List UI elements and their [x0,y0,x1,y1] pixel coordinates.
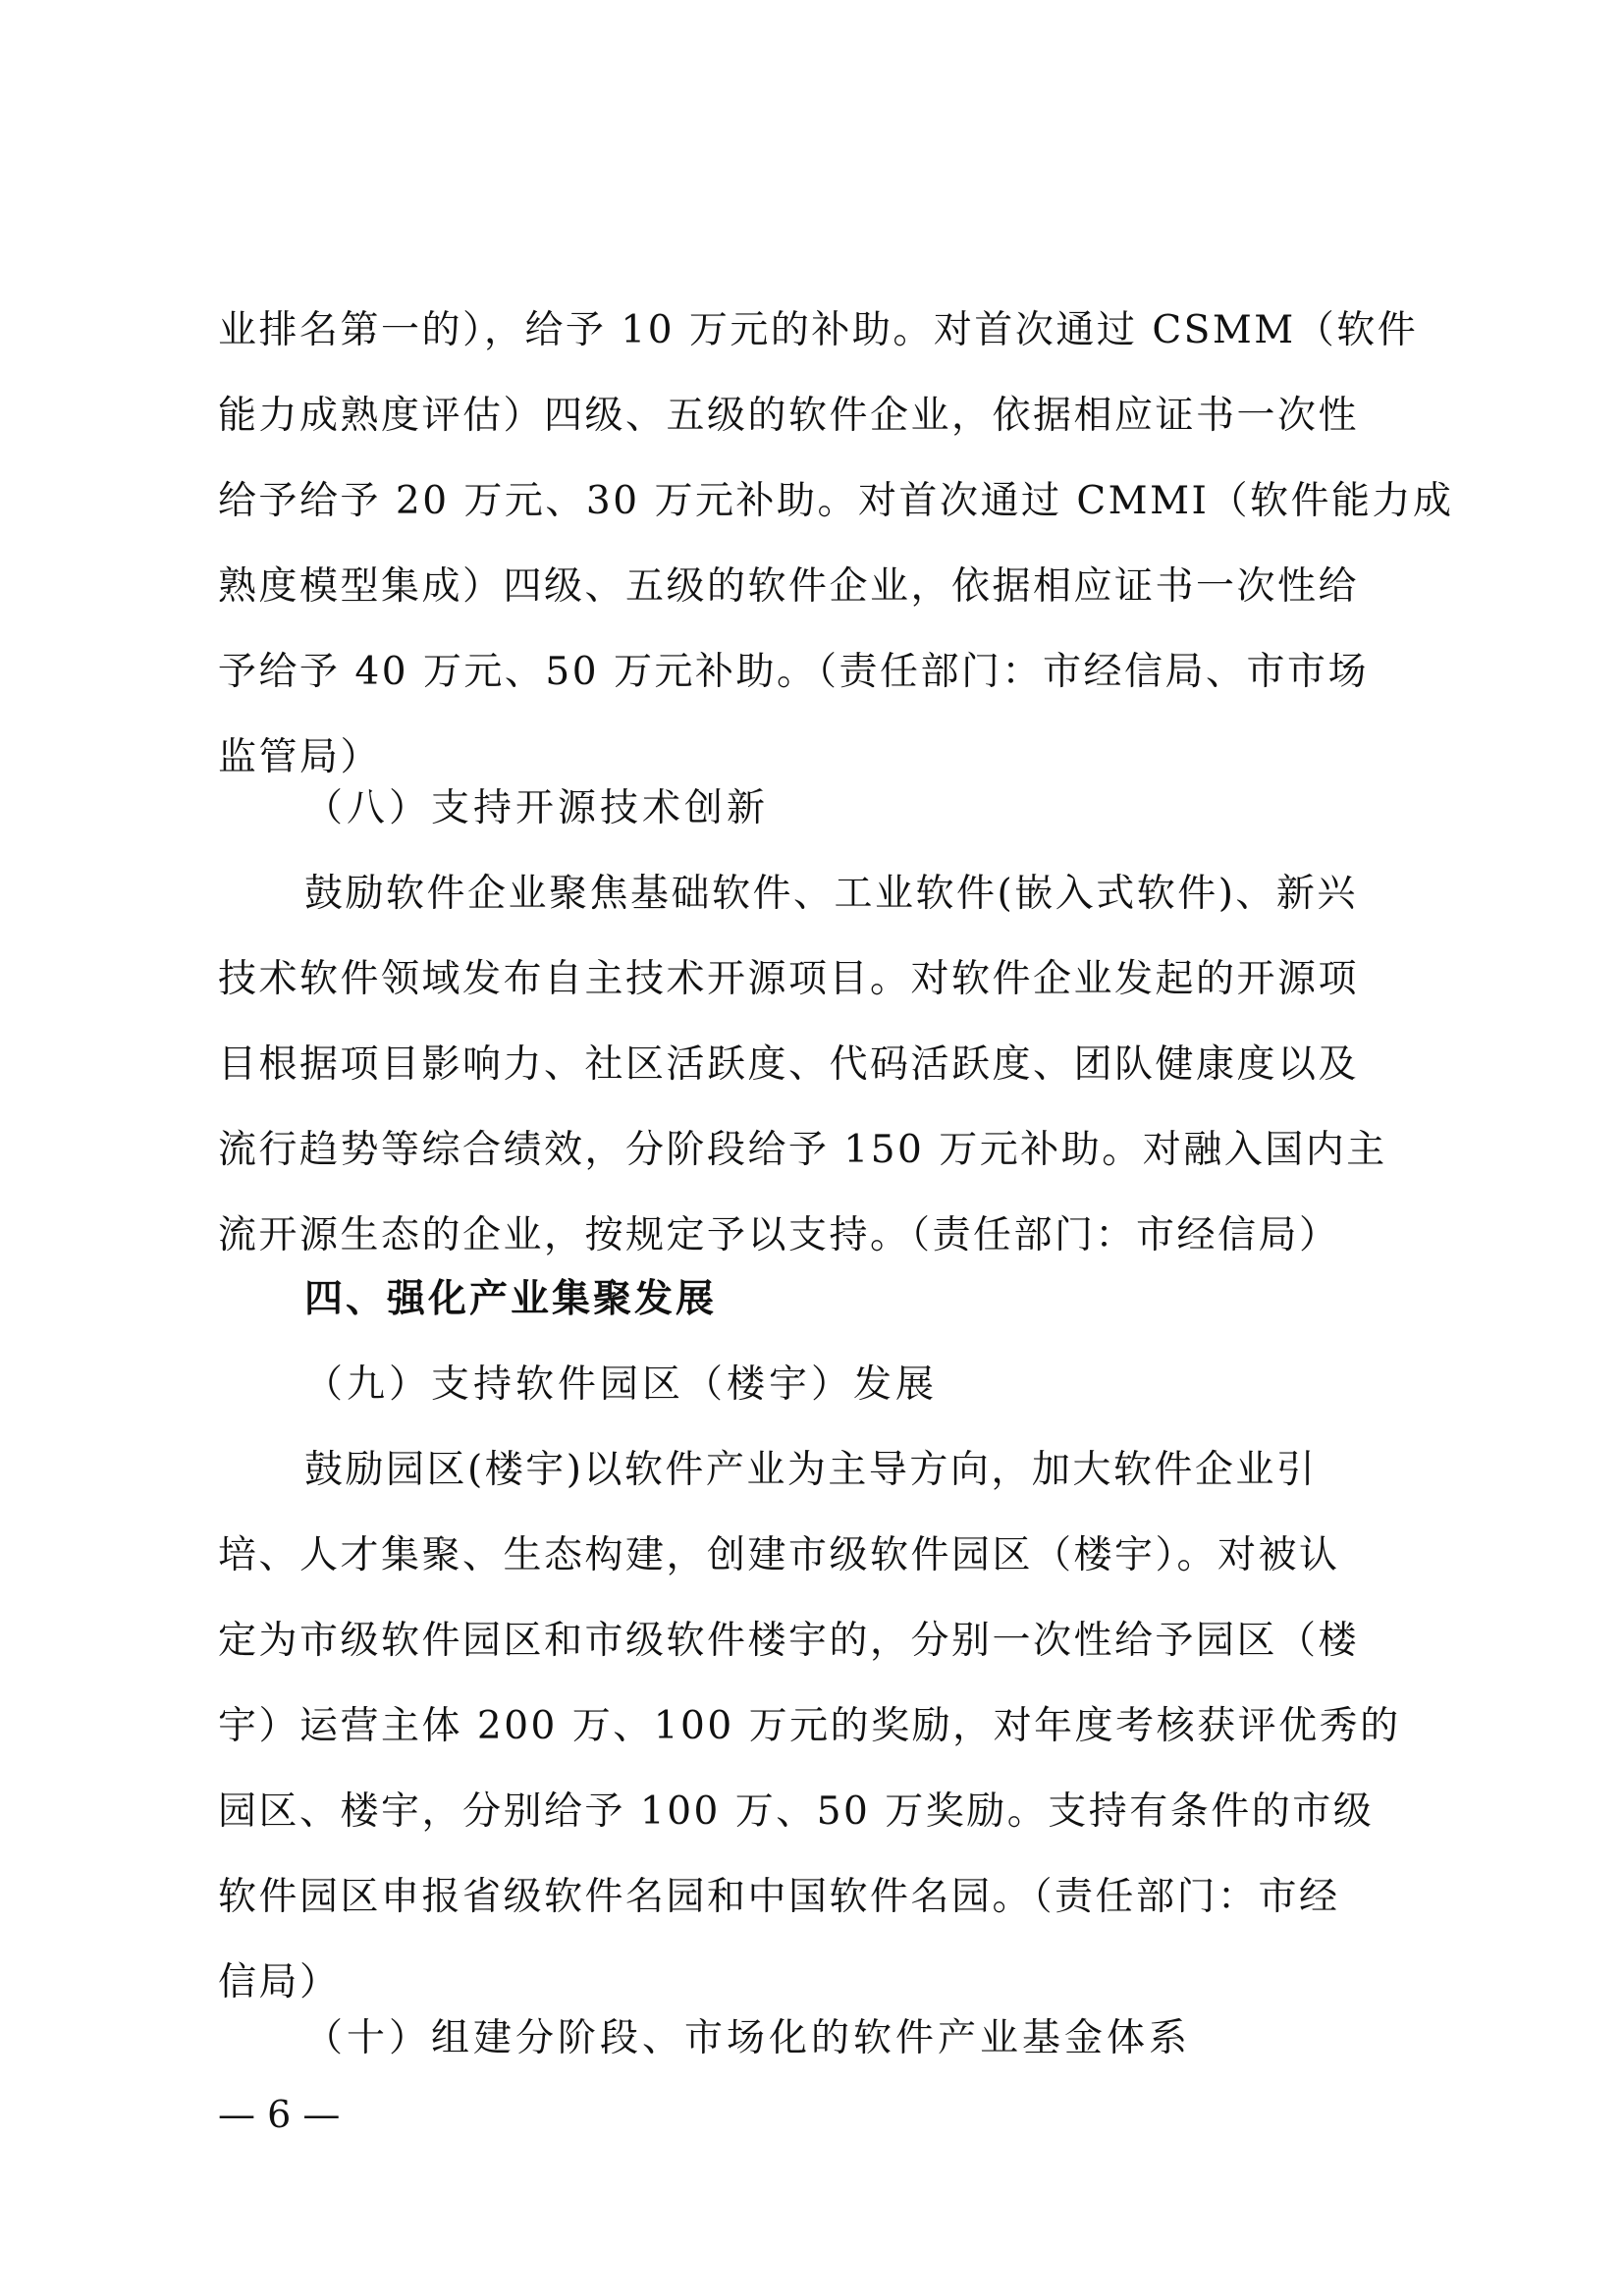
paragraph-line: 业排名第一的），给予 10 万元的补助。对首次通过 CSMM（软件 [218,308,1419,352]
paragraph-line: 鼓励园区(楼宇)以软件产业为主导方向，加大软件企业引 [304,1448,1318,1492]
paragraph-line: 鼓励软件企业聚焦基础软件、工业软件(嵌入式软件)、新兴 [304,872,1358,916]
paragraph-line: 给予给予 20 万元、30 万元补助。对首次通过 CMMI（软件能力成 [218,479,1454,523]
paragraph-line: 技术软件领域发布自主技术开源项目。对软件企业发起的开源项 [218,957,1360,1001]
paragraph-line: 宇）运营主体 200 万、100 万元的奖励，对年度考核获评优秀的 [218,1704,1401,1748]
paragraph-line: 定为市级软件园区和市级软件楼宇的，分别一次性给予园区（楼 [218,1619,1360,1663]
section-heading: 四、强化产业集聚发展 [304,1277,718,1321]
paragraph-line: 流开源生态的企业，按规定予以支持。（责任部门：市经信局） [218,1213,1340,1257]
section-subheading: （九）支持软件园区（楼宇）发展 [304,1362,939,1407]
paragraph-line: 信局） [218,1960,341,2004]
paragraph-line: 予给予 40 万元、50 万元补助。（责任部门：市经信局、市市场 [218,650,1369,694]
section-subheading: （十）组建分阶段、市场化的软件产业基金体系 [304,2016,1192,2060]
paragraph-line: 软件园区申报省级软件名园和中国软件名园。（责任部门：市经 [218,1875,1340,1919]
paragraph-line: 监管局） [218,735,382,779]
paragraph-line: 园区、楼宇，分别给予 100 万、50 万奖励。支持有条件的市级 [218,1789,1375,1834]
section-subheading: （八）支持开源技术创新 [304,786,770,830]
paragraph-line: 目根据项目影响力、社区活跃度、代码活跃度、团队健康度以及 [218,1042,1360,1087]
page-number: — 6 — [218,2093,341,2136]
paragraph-line: 培、人才集聚、生态构建，创建市级软件园区（楼宇）。对被认 [218,1533,1340,1577]
paragraph-line: 熟度模型集成）四级、五级的软件企业，依据相应证书一次性给 [218,564,1360,609]
paragraph-line: 能力成熟度评估）四级、五级的软件企业，依据相应证书一次性 [218,394,1360,438]
paragraph-line: 流行趋势等综合绩效，分阶段给予 150 万元补助。对融入国内主 [218,1128,1387,1172]
